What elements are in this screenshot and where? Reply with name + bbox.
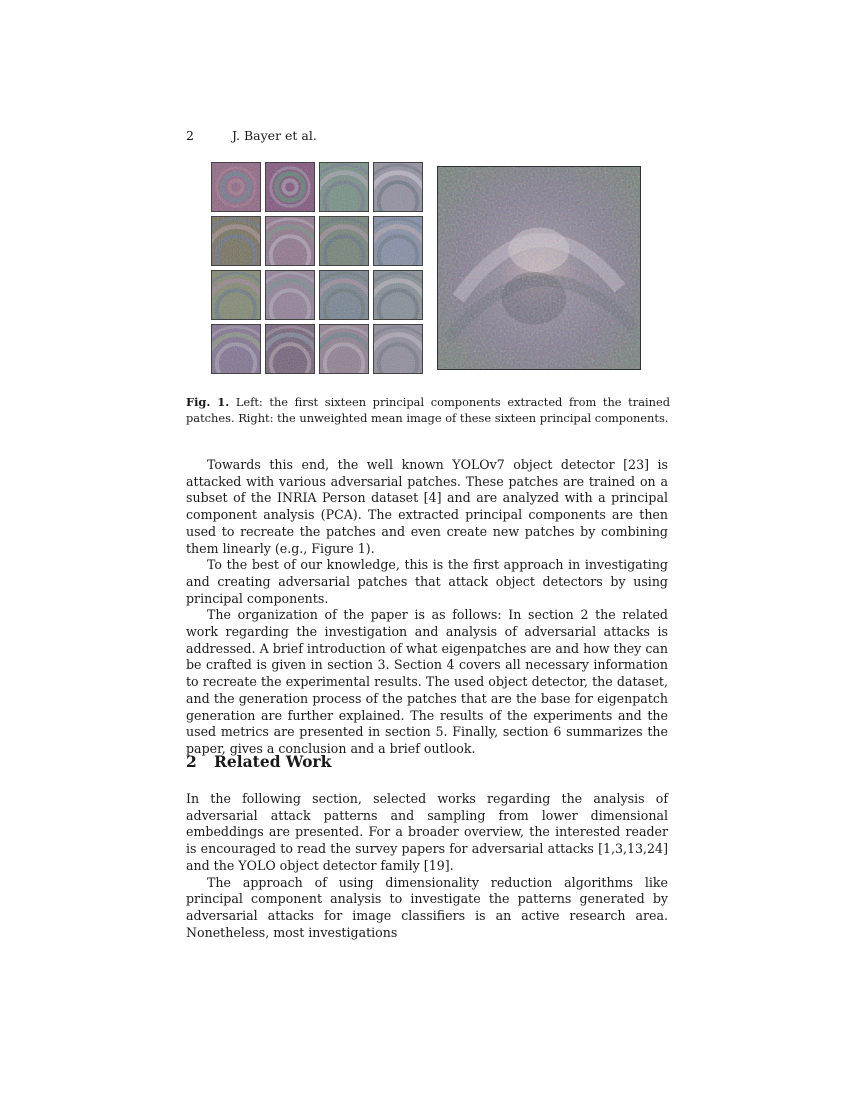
principal-component-tile — [265, 216, 315, 266]
principal-component-tile — [373, 324, 423, 374]
principal-component-tile — [373, 216, 423, 266]
principal-component-tile — [211, 162, 261, 212]
principal-component-tile — [265, 270, 315, 320]
paragraph: The organization of the paper is as follows: In section 2 the related work regarding the investigation and analysis of adversarial attacks is addressed. A brief introduction of what eigenpatches are and how they can be crafted is given in section 3. Section 4 covers all necessary information to recreate the experimental results. The used object detector, the dataset, and the generation process of the patches that are the base for eigenpatch generation are further explained. The results of the experiments and the used metrics are presented in section 5. Finally, section 6 summarizes the paper, gives a conclusion and a brief outlook. — [186, 607, 668, 756]
principal-component-tile — [211, 270, 261, 320]
caption-text: Left: the first sixteen principal components extracted from the trained patches. Right: the unweighted mean image of these sixteen principal components. — [186, 395, 670, 425]
principal-component-tile — [211, 216, 261, 266]
principal-component-tile — [319, 216, 369, 266]
principal-components-grid — [211, 162, 423, 374]
page-number: 2 — [186, 128, 194, 143]
principal-component-tile — [373, 162, 423, 212]
figure-caption — [186, 395, 670, 426]
section-title: Related Work — [214, 752, 332, 771]
running-head: J. Bayer et al. — [232, 128, 317, 143]
paragraph: To the best of our knowledge, this is the first approach in investigating and creating adversarial patches that attack object detectors by using principal components. — [186, 557, 668, 606]
principal-component-tile — [373, 270, 423, 320]
related-work-body — [186, 791, 668, 941]
mean-image — [437, 166, 641, 370]
section-number: 2 — [186, 752, 197, 771]
paragraph: Towards this end, the well known YOLOv7 object detector [23] is attacked with various adversarial patches. These patches are trained on a subset of the INRIA Person dataset [4] and are analyzed with a principal component analysis (PCA). The extracted principal components are then used to recreate the patches and even create new patches by combining them linearly (e.g., Figure 1). — [186, 457, 668, 556]
intro-body — [186, 457, 668, 758]
principal-component-tile — [211, 324, 261, 374]
caption-label: Fig. 1. — [186, 395, 230, 409]
section-heading-related-work — [186, 752, 331, 771]
principal-component-tile — [319, 270, 369, 320]
figure-1 — [211, 162, 641, 374]
principal-component-tile — [265, 162, 315, 212]
principal-component-tile — [319, 162, 369, 212]
paragraph: The approach of using dimensionality reduction algorithms like principal component analysis to investigate the patterns generated by adversarial attacks for image classifiers is an active research area. Nonetheless, most investigations — [186, 874, 668, 940]
paragraph: In the following section, selected works regarding the analysis of adversarial attack patterns and sampling from lower dimensional embeddings are presented. For a broader overview, the interested reader is encouraged to read the survey papers for adversarial attacks [1,3,13,24] and the YOLO object detector family [19]. — [186, 791, 668, 873]
principal-component-tile — [265, 324, 315, 374]
principal-component-tile — [319, 324, 369, 374]
